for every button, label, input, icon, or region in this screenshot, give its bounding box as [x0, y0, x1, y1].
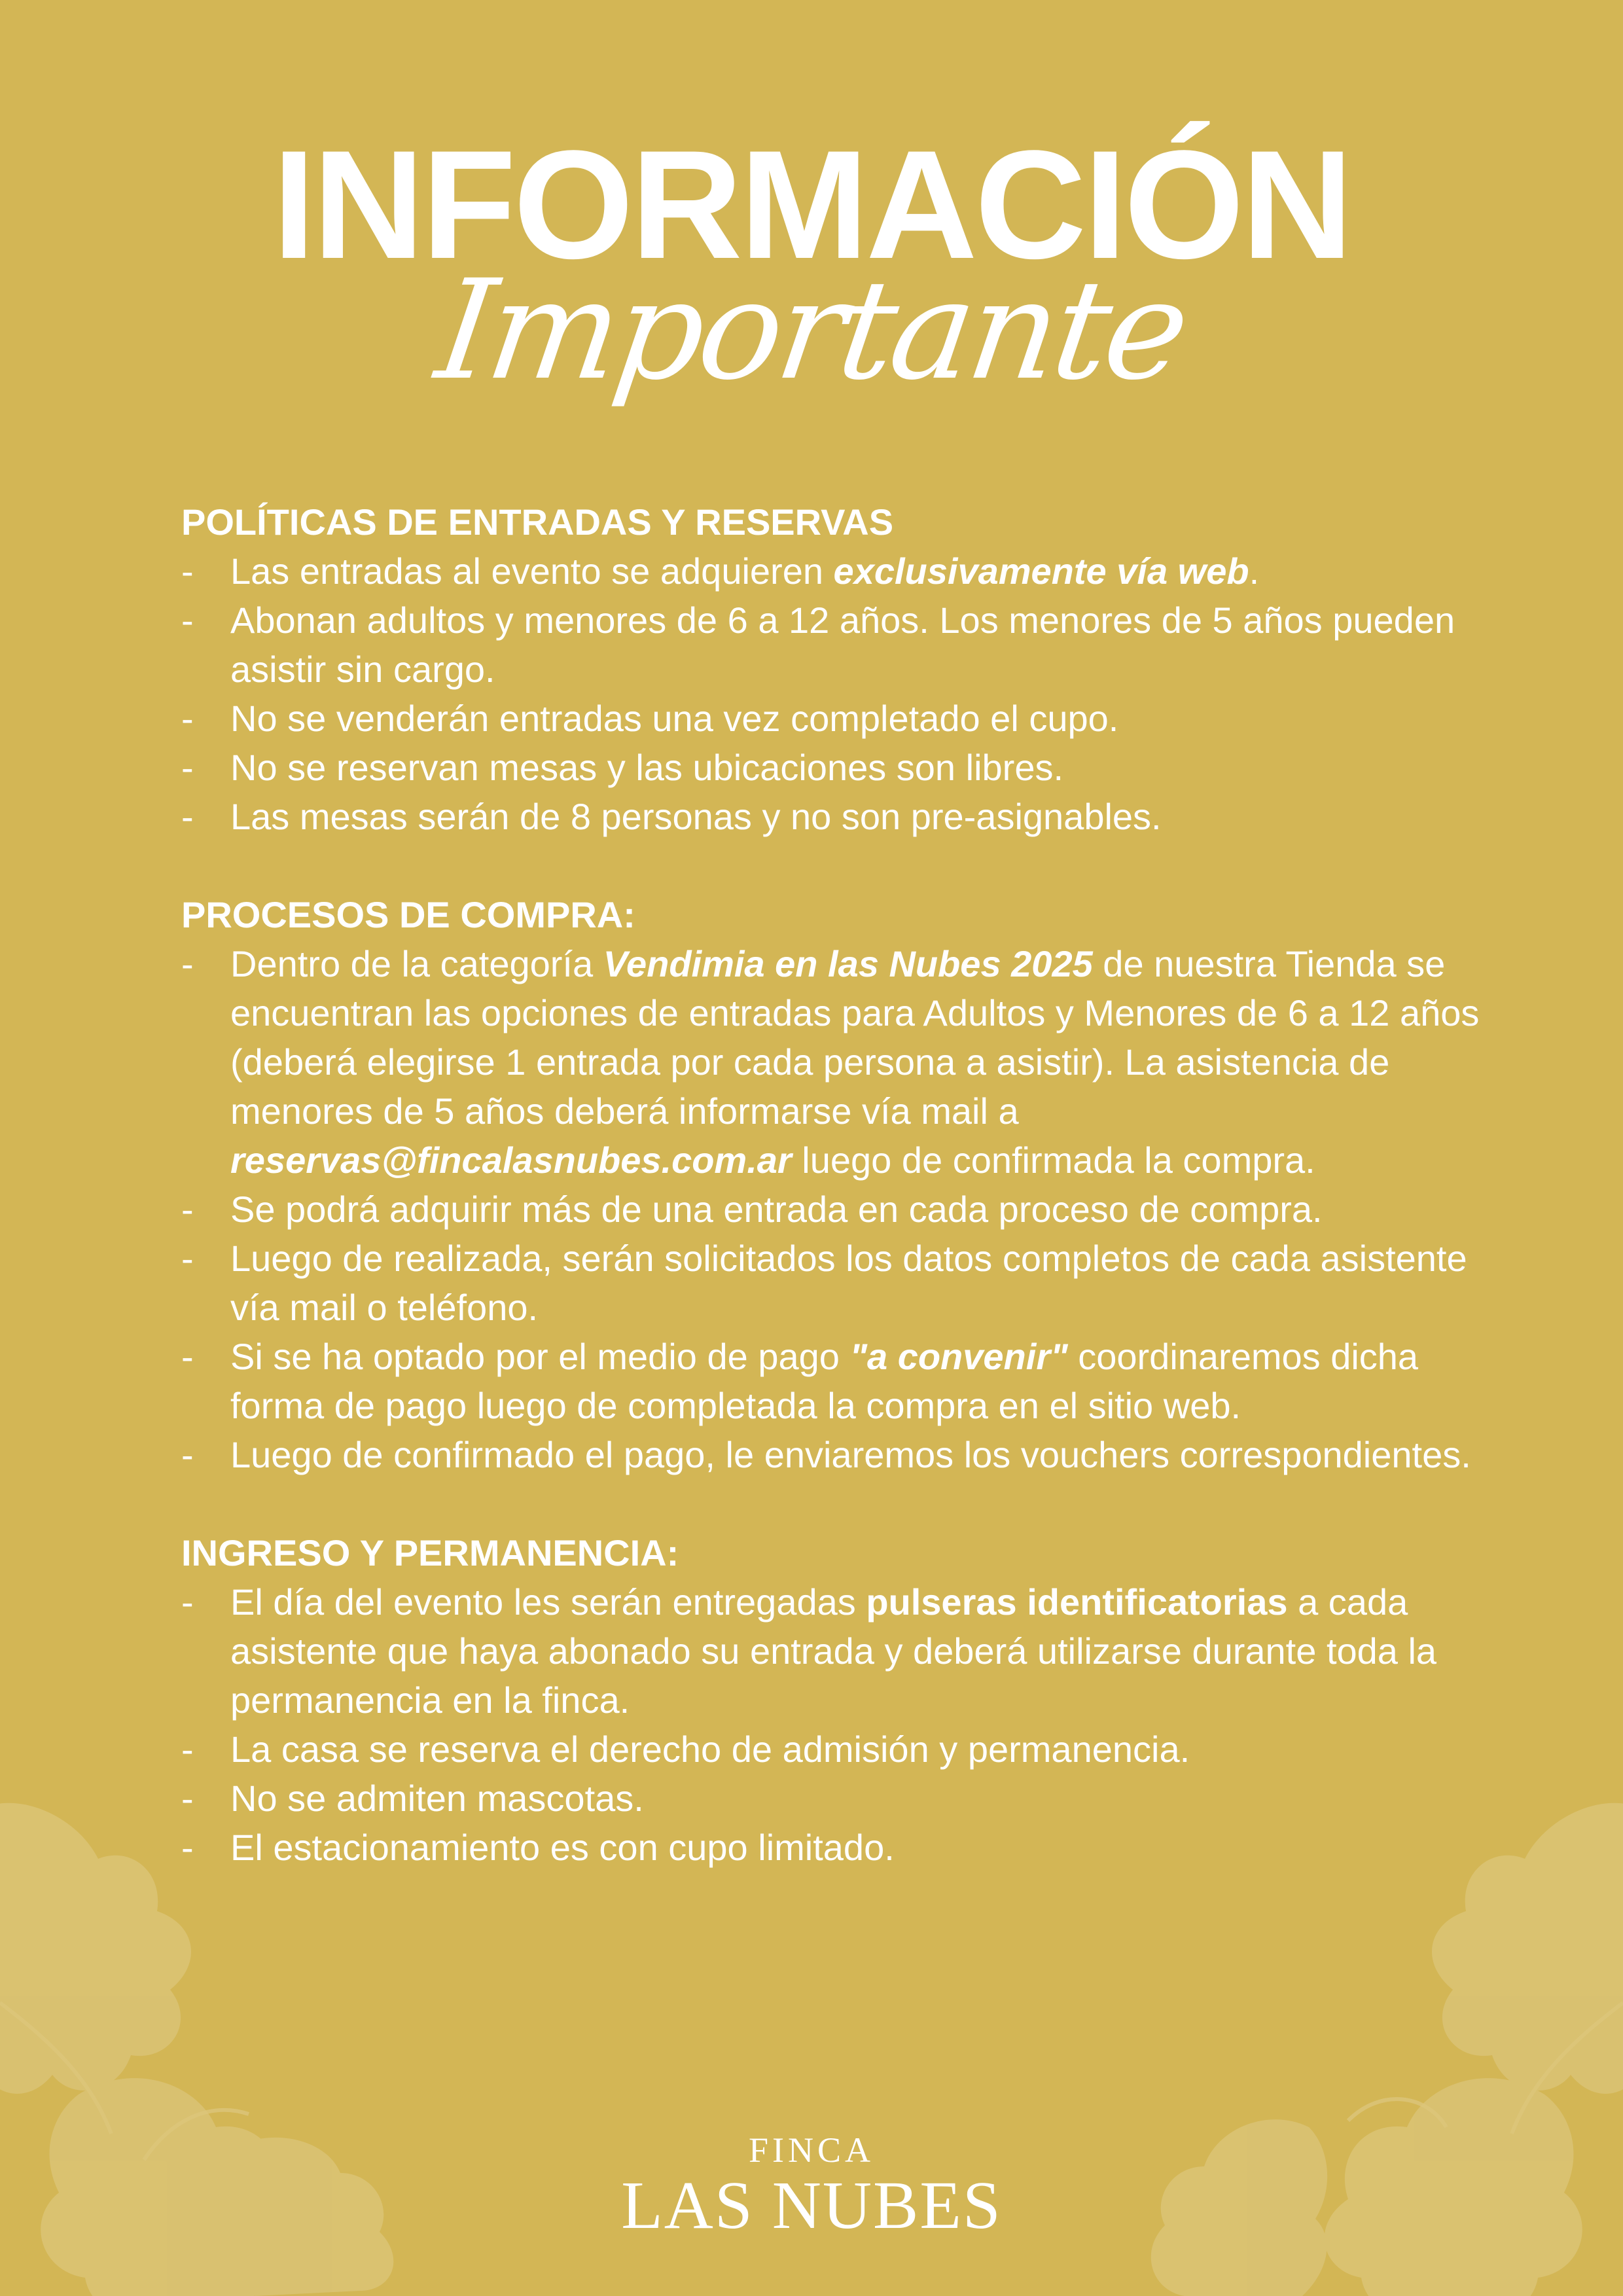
item-text: Las entradas al evento se adquieren: [230, 550, 834, 592]
list-item: [181, 547, 1510, 596]
item-text: Si se ha optado por el medio de pago: [230, 1336, 850, 1377]
item-text: .: [1249, 550, 1260, 592]
list-item: [181, 1332, 1510, 1430]
page-subtitle: Importante: [428, 250, 1195, 410]
list-item: [181, 1823, 1510, 1872]
emphasis-text: Vendimia en las Nubes 2025: [603, 943, 1093, 984]
item-text: a cada asistente que haya abonado su entrada y deberá utilizarse durante toda la permanencia en la finca.: [230, 1581, 1437, 1721]
item-text: No se admiten mascotas.: [230, 1778, 644, 1819]
item-text: El día del evento les serán entregadas: [230, 1581, 866, 1623]
bullet-dash: -: [181, 796, 194, 837]
list-item: [181, 792, 1510, 841]
item-text: Luego de realizada, serán solicitados los datos completos de cada asistente vía mail o teléfono.: [230, 1238, 1467, 1328]
bullet-dash: -: [181, 1189, 194, 1230]
leaf-left-1-icon: [0, 1803, 191, 2094]
page-title: INFORMACIÓN: [272, 118, 1351, 291]
section-politicas: [181, 497, 1510, 841]
item-text: coordinaremos dicha forma de pago luego de completada la compra en el sitio web.: [230, 1336, 1419, 1426]
logo-las-nubes: LAS NUBES: [621, 2168, 1002, 2243]
section-title: POLÍTICAS DE ENTRADAS Y RESERVAS: [181, 501, 894, 543]
list-item: [181, 1725, 1510, 1774]
section-title: PROCESOS DE COMPRA:: [181, 894, 635, 935]
bullet-dash: -: [181, 1238, 194, 1279]
content: [181, 497, 1510, 1872]
logo-finca: FINCA: [748, 2130, 875, 2170]
section-ingreso: [181, 1528, 1510, 1872]
list-item: [181, 596, 1510, 694]
item-text: Las mesas serán de 8 personas y no son pre-asignables.: [230, 796, 1162, 837]
bullet-dash: -: [181, 550, 194, 592]
emphasis-text: pulseras identificatorias: [866, 1581, 1288, 1623]
logo: [0, 2130, 1623, 2242]
list-item: [181, 1430, 1510, 1479]
emphasis-text: "a convenir": [849, 1336, 1068, 1377]
list-item: [181, 939, 1510, 1185]
list-item: [181, 1774, 1510, 1823]
item-text: Se podrá adquirir más de una entrada en cada proceso de compra.: [230, 1189, 1323, 1230]
bullet-dash: -: [181, 1581, 194, 1623]
list-item: [181, 694, 1510, 743]
item-text: Dentro de la categoría: [230, 943, 603, 984]
item-text: Abonan adultos y menores de 6 a 12 años. Los menores de 5 años pueden asistir sin cargo.: [230, 600, 1455, 690]
emphasis-text: exclusivamente vía web: [833, 550, 1249, 592]
list-item: [181, 743, 1510, 792]
item-text: luego de confirmada la compra.: [791, 1139, 1315, 1181]
bullet-dash: -: [181, 1827, 194, 1868]
section-procesos: [181, 890, 1510, 1479]
section-title: INGRESO Y PERMANENCIA:: [181, 1532, 679, 1573]
email-link[interactable]: reservas@fincalasnubes.com.ar: [230, 1139, 792, 1181]
bullet-dash: -: [181, 943, 194, 984]
bullet-dash: -: [181, 747, 194, 788]
list-item: [181, 1234, 1510, 1332]
bullet-dash: -: [181, 1336, 194, 1377]
bullet-dash: -: [181, 1729, 194, 1770]
item-text: de nuestra Tienda se encuentran las opciones de entradas para Adultos y Menores de 6 a 12 años (deberá elegirse 1 entrada por cada persona a asistir). La asistencia de menores de 5 años deberá informarse vía mail a: [230, 943, 1480, 1132]
bullet-dash: -: [181, 698, 194, 739]
bullet-dash: -: [181, 1778, 194, 1819]
item-text: No se venderán entradas una vez completado el cupo.: [230, 698, 1119, 739]
bullet-dash: -: [181, 1434, 194, 1475]
list-item: [181, 1577, 1510, 1725]
item-text: Luego de confirmado el pago, le enviaremos los vouchers correspondientes.: [230, 1434, 1471, 1475]
item-text: El estacionamiento es con cupo limitado.: [230, 1827, 895, 1868]
list-item: [181, 1185, 1510, 1234]
bullet-dash: -: [181, 600, 194, 641]
item-text: La casa se reserva el derecho de admisión y permanencia.: [230, 1729, 1190, 1770]
item-text: No se reservan mesas y las ubicaciones son libres.: [230, 747, 1064, 788]
